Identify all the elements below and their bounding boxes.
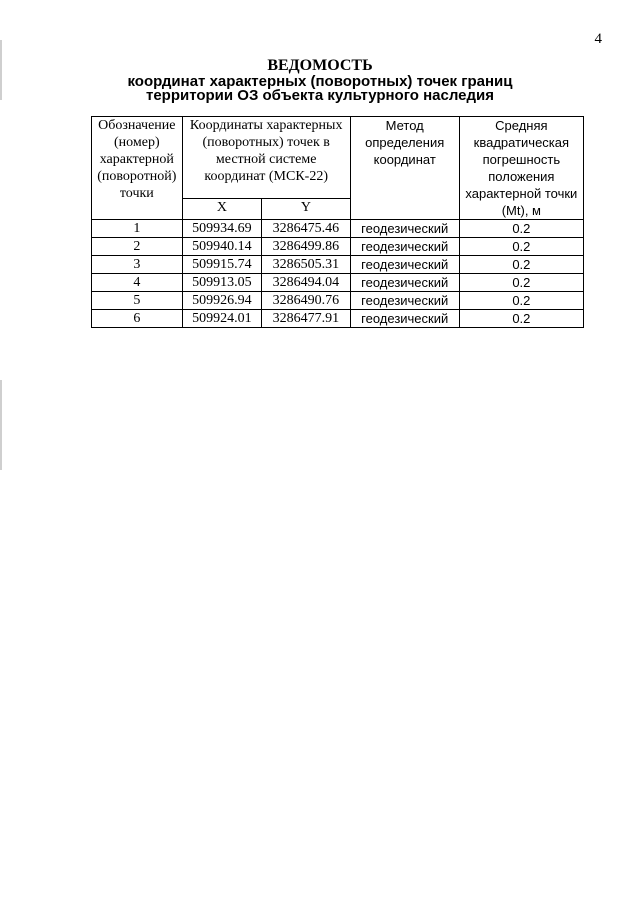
header-x: X: [182, 198, 261, 219]
cell-point-number: 1: [92, 220, 183, 238]
cell-error: 0.2: [459, 310, 583, 328]
cell-x: 509934.69: [182, 220, 261, 238]
table-row: [92, 292, 584, 310]
cell-y: 3286477.91: [262, 310, 351, 328]
cell-point-number: 2: [92, 238, 183, 256]
cell-x: 509915.74: [182, 256, 261, 274]
table-row: [92, 274, 584, 292]
cell-y: 3286494.04: [262, 274, 351, 292]
cell-point-number: 5: [92, 292, 183, 310]
cell-y: 3286505.31: [262, 256, 351, 274]
table-row: [92, 256, 584, 274]
document-subtitle-line1: координат характерных (поворотных) точек границ: [127, 73, 513, 90]
cell-method: геодезический: [350, 256, 459, 274]
table-row: [92, 238, 584, 256]
header-y: Y: [262, 198, 351, 219]
cell-error: 0.2: [459, 220, 583, 238]
document-subtitle-line2: территории ОЗ объекта культурного наследия: [145, 87, 495, 104]
cell-method: геодезический: [350, 238, 459, 256]
cell-method: геодезический: [350, 274, 459, 292]
header-point-designation: Обозначение (номер) характерной (поворотной) точки: [92, 117, 183, 220]
coordinates-table: [91, 116, 584, 328]
table-row: [92, 310, 584, 328]
cell-x: 509913.05: [182, 274, 261, 292]
cell-x: 509940.14: [182, 238, 261, 256]
cell-error: 0.2: [459, 238, 583, 256]
page-number: 4: [594, 31, 602, 47]
scan-margin-mark: [0, 380, 2, 470]
cell-error: 0.2: [459, 292, 583, 310]
cell-point-number: 6: [92, 310, 183, 328]
cell-point-number: 4: [92, 274, 183, 292]
document-heading: [0, 58, 640, 103]
header-mean-square-error: Средняя квадратическая погрешность положения характерной точки (Mt), м: [459, 117, 583, 220]
cell-error: 0.2: [459, 256, 583, 274]
header-coordinates: Координаты характерных (поворотных) точек в местной системе координат (МСК-22): [182, 117, 350, 199]
cell-method: геодезический: [350, 310, 459, 328]
cell-y: 3286475.46: [262, 220, 351, 238]
cell-y: 3286490.76: [262, 292, 351, 310]
cell-method: геодезический: [350, 292, 459, 310]
cell-y: 3286499.86: [262, 238, 351, 256]
document-title: ВЕДОМОСТЬ: [267, 57, 373, 74]
cell-x: 509926.94: [182, 292, 261, 310]
cell-method: геодезический: [350, 220, 459, 238]
cell-error: 0.2: [459, 274, 583, 292]
cell-point-number: 3: [92, 256, 183, 274]
table-row: [92, 220, 584, 238]
header-method: Метод определения координат: [350, 117, 459, 220]
cell-x: 509924.01: [182, 310, 261, 328]
